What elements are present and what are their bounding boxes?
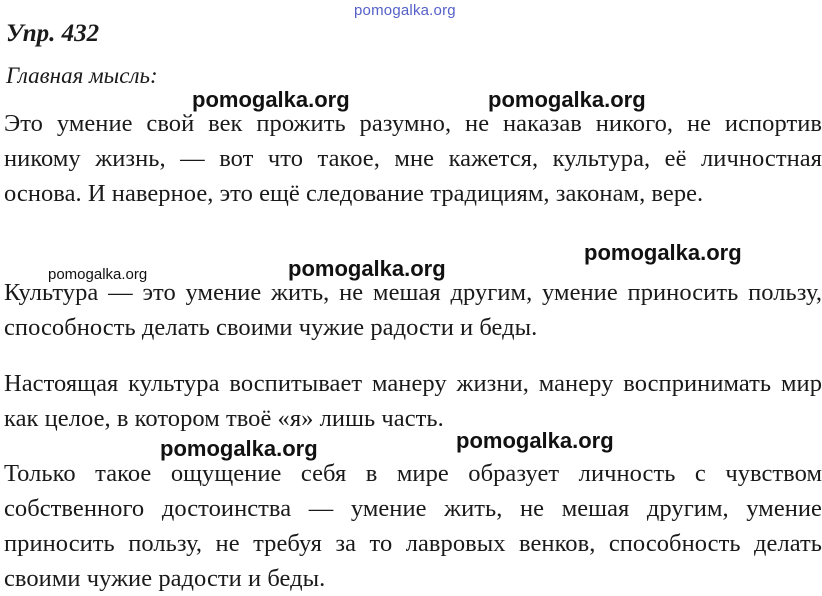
paragraph-true-culture: Настоящая культура воспитывает манеру жизни, манеру воспринимать мир как целое, в котором твоё «я» лишь часть. — [4, 370, 822, 432]
site-watermark: pomogalka.org — [354, 2, 456, 19]
main-idea-label: Главная мысль: — [6, 63, 158, 88]
watermark-overlay: pomogalka.org — [456, 428, 614, 453]
paragraph-culture-definition: Культура — это умение жить, не мешая другим, умение приносить пользу, способность делать своими чужие радости и беды. — [4, 279, 822, 341]
paragraph-personality: Только такое ощущение себя в мире образует личность с чувством собственного достоинства — умение жить, не мешая другим, умение приносить пользу, не требуя за то лавровых венков, способность делать своими чужие радости и беды. — [4, 460, 822, 592]
exercise-title: Упр. 432 — [6, 20, 100, 47]
paragraph-main-idea: Это умение свой век прожить разумно, не наказав никого, не испортив никому жизнь, — вот что такое, мне кажется, культура, её личностная основа. И наверное, это ещё следование традициям, законам, вере. — [4, 110, 822, 207]
watermark-overlay: pomogalka.org — [160, 436, 318, 461]
watermark-overlay: pomogalka.org — [192, 87, 350, 112]
watermark-overlay: pomogalka.org — [488, 87, 646, 112]
watermark-overlay: pomogalka.org — [48, 266, 148, 283]
watermark-overlay: pomogalka.org — [288, 256, 446, 281]
watermark-overlay: pomogalka.org — [584, 240, 742, 265]
